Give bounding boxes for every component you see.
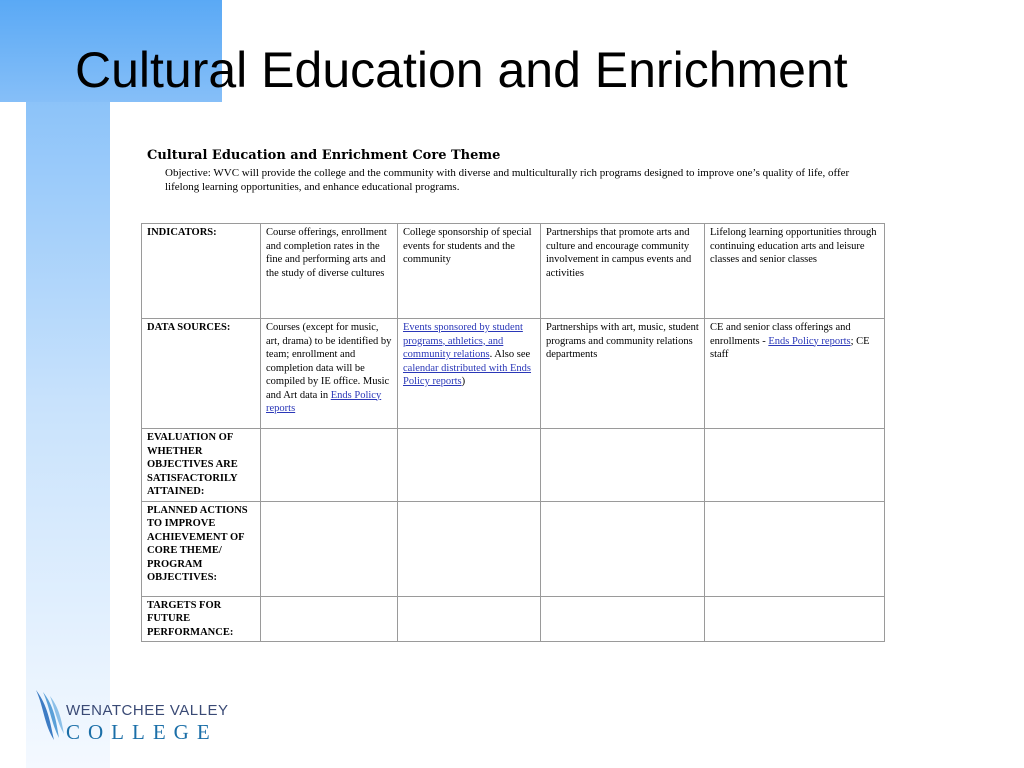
table-cell	[705, 224, 885, 319]
cell-text: Partnerships with art, music, student programs and community relations departments	[546, 322, 699, 360]
college-logo	[32, 688, 229, 744]
row-header: PLANNED ACTIONS TO IMPROVE ACHIEVEMENT OF CORE THEME/ PROGRAM OBJECTIVES:	[142, 501, 261, 596]
table-cell	[541, 596, 705, 642]
table-cell	[261, 319, 398, 429]
table-cell	[261, 596, 398, 642]
table-row	[142, 319, 885, 429]
cell-text: College sponsorship of special events for students and the community	[403, 227, 532, 265]
table-cell	[705, 501, 885, 596]
table-cell	[541, 319, 705, 429]
logo-mark-icon	[32, 688, 66, 742]
table-cell	[261, 429, 398, 502]
document-link[interactable]: calendar distributed with Ends Policy reports	[403, 362, 532, 387]
table-cell	[541, 224, 705, 319]
table-cell	[705, 319, 885, 429]
row-header: DATA SOURCES:	[142, 319, 261, 429]
table-row	[142, 224, 885, 319]
document-excerpt	[141, 148, 891, 194]
cell-text: Courses (except for music, art, drama) to be identified by team; enrollment and completion data will be compiled by IE office. Music and Art data in	[266, 322, 392, 401]
table-cell	[398, 224, 541, 319]
document-objective: Objective: WVC will provide the college and the community with diverse and multiculturally rich programs designed to improve one’s quality of life, offer lifelong learning opportunities, and enhance educational programs.	[165, 167, 850, 193]
core-theme-table	[141, 223, 885, 642]
logo-text-bottom: COLLEGE	[66, 720, 218, 744]
document-heading: Cultural Education and Enrichment Core Theme	[147, 148, 501, 163]
cell-text: )	[461, 376, 466, 387]
decorative-band-side	[26, 102, 110, 768]
table-cell	[398, 429, 541, 502]
cell-text: Course offerings, enrollment and completion rates in the fine and performing arts and the study of diverse cultures	[266, 227, 387, 279]
table-cell	[541, 429, 705, 502]
cell-text: Lifelong learning opportunities through continuing education arts and leisure classes and senior classes	[710, 227, 877, 265]
table-cell	[398, 501, 541, 596]
table-row	[142, 429, 885, 502]
cell-text: . Also see	[489, 349, 531, 360]
document-link[interactable]: Events sponsored by student programs, athletics, and community relations	[403, 322, 523, 360]
document-link[interactable]: Ends Policy reports	[266, 389, 382, 414]
slide-title: Cultural Education and Enrichment	[75, 42, 848, 98]
table-cell	[541, 501, 705, 596]
cell-text: Partnerships that promote arts and culture and encourage community involvement in campus events and activities	[546, 227, 692, 279]
table-row	[142, 596, 885, 642]
row-header: INDICATORS:	[142, 224, 261, 319]
row-header: TARGETS FOR FUTURE PERFORMANCE:	[142, 596, 261, 642]
table-cell	[398, 319, 541, 429]
table-cell	[261, 224, 398, 319]
table-cell	[398, 596, 541, 642]
row-header: EVALUATION OF WHETHER OBJECTIVES ARE SATISFACTORILY ATTAINED:	[142, 429, 261, 502]
table-cell	[705, 596, 885, 642]
table-row	[142, 501, 885, 596]
cell-text: CE and senior class offerings and enrollments -	[710, 322, 851, 347]
table-cell	[261, 501, 398, 596]
core-theme-table-body	[142, 224, 885, 642]
logo-text-top: WENATCHEE VALLEY	[66, 702, 229, 719]
table-cell	[705, 429, 885, 502]
document-link[interactable]: Ends Policy reports	[768, 335, 851, 347]
cell-text: ; CE staff	[710, 335, 870, 360]
